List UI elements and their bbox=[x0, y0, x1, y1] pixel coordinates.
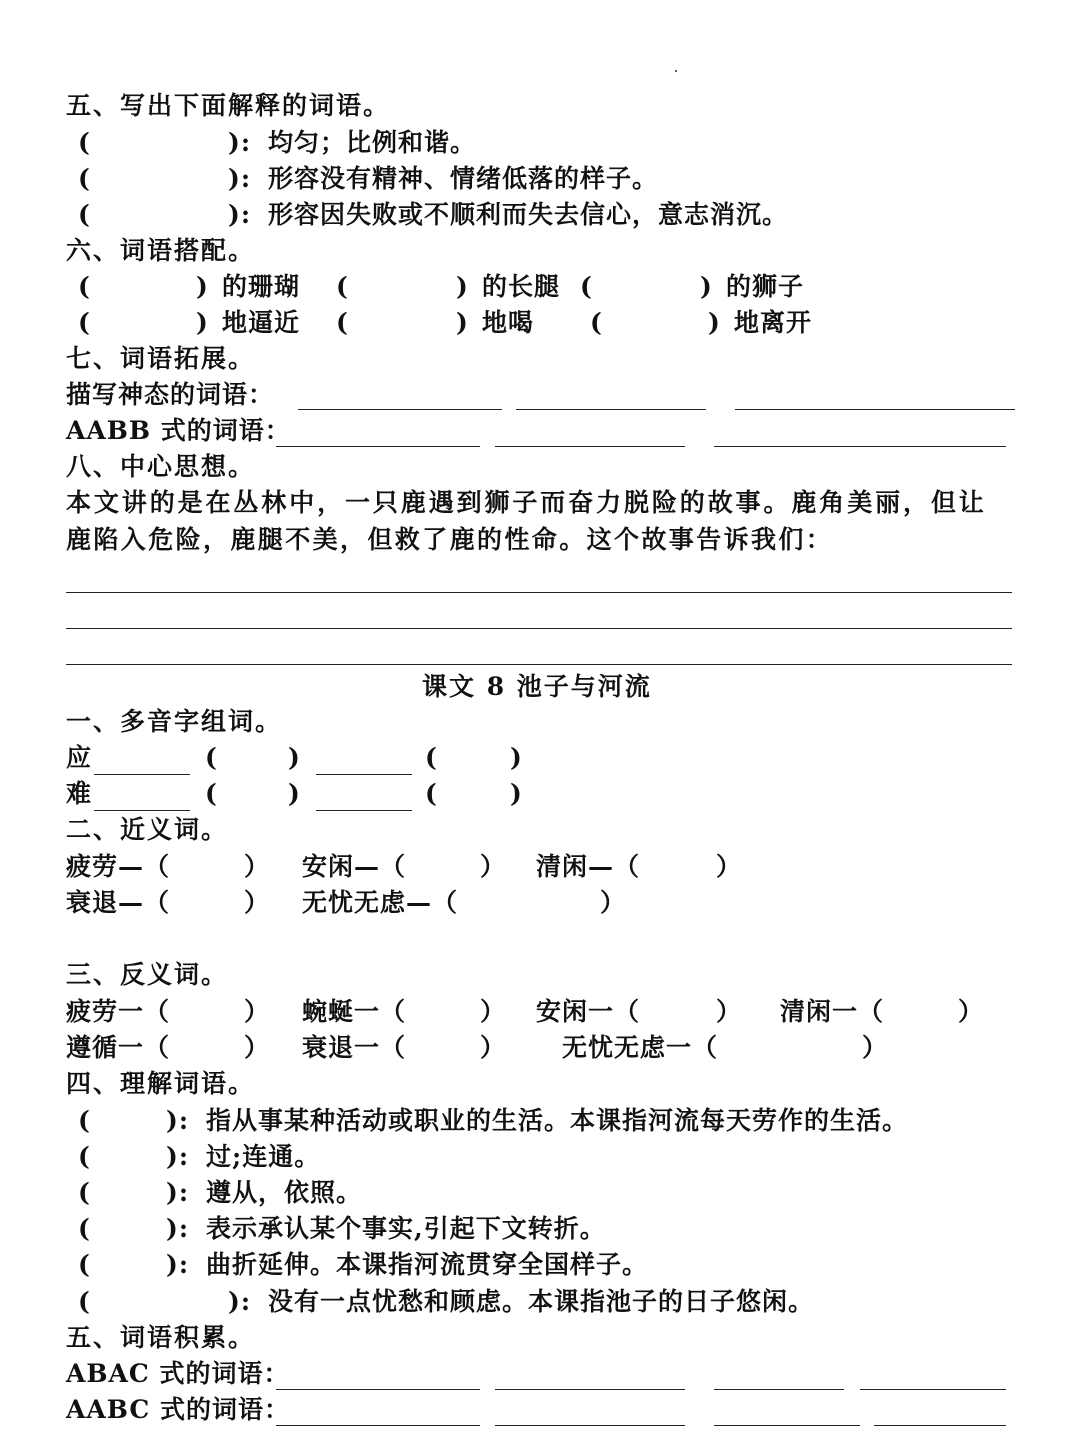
answer-line[interactable] bbox=[495, 1389, 685, 1390]
paren-close: ） bbox=[244, 888, 271, 917]
answer-line[interactable] bbox=[298, 409, 502, 410]
answer-line[interactable] bbox=[94, 774, 190, 775]
paren-close: ） bbox=[958, 997, 985, 1026]
answer-line[interactable] bbox=[874, 1425, 1006, 1426]
paren-open: ( bbox=[78, 272, 91, 301]
paren-close: ) bbox=[700, 272, 713, 301]
paren-close: ） bbox=[600, 888, 627, 917]
section-heading-collocation: 六、词语搭配。 bbox=[66, 236, 256, 265]
answer-line[interactable] bbox=[495, 446, 685, 447]
paren-open: ( bbox=[78, 1214, 91, 1243]
collocation-word: 地逼近 bbox=[222, 308, 301, 337]
antonym-item: 疲劳一（ bbox=[66, 997, 171, 1026]
synonym-item: 安闲—（ bbox=[302, 852, 407, 881]
paren-close: ) bbox=[288, 743, 301, 772]
paren-close: ): bbox=[166, 1250, 190, 1279]
paren-close: ） bbox=[244, 852, 271, 881]
paren-open: ( bbox=[425, 779, 438, 808]
antonym-item: 蜿蜒一（ bbox=[302, 997, 407, 1026]
scan-speck bbox=[675, 70, 677, 72]
section-heading-explain: 五、写出下面解释的词语。 bbox=[66, 91, 391, 120]
paren-open: ( bbox=[78, 1106, 91, 1135]
paren-close: ） bbox=[244, 997, 271, 1026]
definition-text: 过;连通。 bbox=[206, 1142, 321, 1171]
polyphone-char: 应 bbox=[66, 743, 93, 772]
paren-close: ） bbox=[862, 1033, 889, 1062]
field-label-aabc-words: AABC 式的词语： bbox=[66, 1395, 290, 1424]
paren-open: ( bbox=[205, 779, 218, 808]
paren-close: ) bbox=[196, 272, 209, 301]
paren-open: ( bbox=[78, 164, 91, 193]
answer-line[interactable] bbox=[860, 1389, 1006, 1390]
section-heading-polyphone: 一、多音字组词。 bbox=[66, 707, 283, 736]
paren-close: ): bbox=[166, 1214, 190, 1243]
section-heading-main-idea: 八、中心思想。 bbox=[66, 452, 256, 481]
antonym-item: 安闲一（ bbox=[536, 997, 641, 1026]
paren-open: ( bbox=[590, 308, 603, 337]
paren-close: ): bbox=[166, 1178, 190, 1207]
paren-open: ( bbox=[78, 1178, 91, 1207]
answer-line[interactable] bbox=[276, 1425, 480, 1426]
antonym-item: 清闲一（ bbox=[780, 997, 885, 1026]
paren-close: ) bbox=[510, 779, 523, 808]
section-heading-extension: 七、词语拓展。 bbox=[66, 344, 256, 373]
paren-open: ( bbox=[78, 128, 91, 157]
section-heading-accumulation: 五、词语积累。 bbox=[66, 1323, 256, 1352]
antonym-item: 衰退一（ bbox=[302, 1033, 407, 1062]
main-idea-text-line: 本文讲的是在丛林中，一只鹿遇到狮子而奋力脱险的故事。鹿角美丽，但让 bbox=[66, 488, 987, 517]
definition-text: 指从事某种活动或职业的生活。本课指河流每天劳作的生活。 bbox=[206, 1106, 909, 1135]
answer-line[interactable] bbox=[66, 664, 1012, 665]
answer-line[interactable] bbox=[735, 409, 1015, 410]
collocation-word: 的狮子 bbox=[726, 272, 805, 301]
section-heading-understand: 四、理解词语。 bbox=[66, 1069, 256, 1098]
answer-line[interactable] bbox=[714, 446, 1006, 447]
paren-close: ): bbox=[166, 1142, 190, 1171]
synonym-item: 疲劳—（ bbox=[66, 852, 171, 881]
paren-close: ) bbox=[456, 272, 469, 301]
field-label-aabb-words: AABB 式的词语： bbox=[66, 416, 291, 445]
paren-open: ( bbox=[78, 1142, 91, 1171]
paren-close: ): bbox=[228, 200, 252, 229]
answer-line[interactable] bbox=[66, 592, 1012, 593]
paren-close: ） bbox=[716, 852, 743, 881]
paren-open: ( bbox=[78, 200, 91, 229]
answer-line[interactable] bbox=[316, 774, 412, 775]
collocation-word: 地喝 bbox=[482, 308, 535, 337]
answer-line[interactable] bbox=[276, 446, 480, 447]
collocation-word: 的长腿 bbox=[482, 272, 561, 301]
paren-open: ( bbox=[78, 1250, 91, 1279]
paren-close: ): bbox=[228, 128, 252, 157]
definition-text: 表示承认某个事实,引起下文转折。 bbox=[206, 1214, 606, 1243]
collocation-word: 地离开 bbox=[734, 308, 813, 337]
paren-open: ( bbox=[580, 272, 593, 301]
collocation-word: 的珊瑚 bbox=[222, 272, 301, 301]
section-heading-antonyms: 三、反义词。 bbox=[66, 960, 229, 989]
antonym-item: 无忧无虑一（ bbox=[562, 1033, 719, 1062]
paren-open: ( bbox=[425, 743, 438, 772]
answer-line[interactable] bbox=[94, 810, 190, 811]
definition-text: 均匀；比例和谐。 bbox=[268, 128, 477, 157]
definition-text: 形容没有精神、情绪低落的样子。 bbox=[268, 164, 659, 193]
paren-open: ( bbox=[336, 272, 349, 301]
paren-open: ( bbox=[205, 743, 218, 772]
section-heading-synonyms: 二、近义词。 bbox=[66, 815, 229, 844]
paren-close: ） bbox=[480, 852, 507, 881]
answer-line[interactable] bbox=[516, 409, 706, 410]
paren-close: ) bbox=[288, 779, 301, 808]
paren-open: ( bbox=[78, 1287, 91, 1316]
answer-line[interactable] bbox=[714, 1389, 844, 1390]
answer-line[interactable] bbox=[276, 1389, 480, 1390]
polyphone-char: 难 bbox=[66, 779, 93, 808]
definition-text: 曲折延伸。本课指河流贯穿全国样子。 bbox=[206, 1250, 649, 1279]
paren-close: ） bbox=[480, 997, 507, 1026]
lesson-title: 课文 8 池子与河流 bbox=[422, 672, 652, 701]
answer-line[interactable] bbox=[714, 1425, 860, 1426]
paren-close: ): bbox=[166, 1106, 190, 1135]
paren-open: ( bbox=[78, 308, 91, 337]
paren-close: ) bbox=[510, 743, 523, 772]
antonym-item: 遵循一（ bbox=[66, 1033, 171, 1062]
paren-close: ): bbox=[228, 1287, 252, 1316]
answer-line[interactable] bbox=[66, 628, 1012, 629]
paren-close: ) bbox=[196, 308, 209, 337]
answer-line[interactable] bbox=[316, 810, 412, 811]
paren-close: ） bbox=[480, 1033, 507, 1062]
definition-text: 形容因失败或不顺利而失去信心，意志消沉。 bbox=[268, 200, 789, 229]
main-idea-text-line: 鹿陷入危险，鹿腿不美，但救了鹿的性命。这个故事告诉我们： bbox=[66, 525, 834, 554]
field-label-abac-words: ABAC 式的词语： bbox=[66, 1359, 290, 1388]
paren-open: ( bbox=[336, 308, 349, 337]
answer-line[interactable] bbox=[495, 1425, 685, 1426]
paren-close: ): bbox=[228, 164, 252, 193]
synonym-item: 无忧无虑—（ bbox=[302, 888, 459, 917]
paren-close: ） bbox=[244, 1033, 271, 1062]
definition-text: 没有一点忧愁和顾虑。本课指池子的日子悠闲。 bbox=[268, 1287, 815, 1316]
synonym-item: 清闲—（ bbox=[536, 852, 641, 881]
definition-text: 遵从，依照。 bbox=[206, 1178, 363, 1207]
paren-close: ) bbox=[456, 308, 469, 337]
paren-close: ) bbox=[708, 308, 721, 337]
field-label-expression-words: 描写神态的词语： bbox=[66, 380, 275, 409]
synonym-item: 衰退—（ bbox=[66, 888, 171, 917]
paren-close: ） bbox=[716, 997, 743, 1026]
